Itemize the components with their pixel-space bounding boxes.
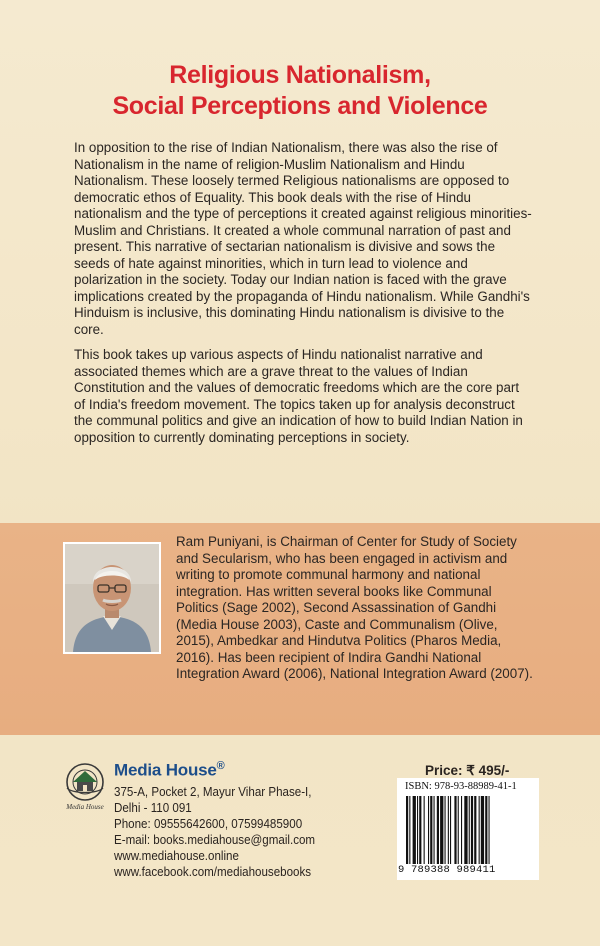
barcode-bar <box>440 796 443 864</box>
barcode-bar <box>458 796 459 864</box>
barcode-bar <box>428 796 429 864</box>
barcode-bar <box>437 796 439 864</box>
barcode-bar <box>434 796 435 864</box>
publisher-email: E-mail: books.mediahouse@gmail.com <box>114 833 316 847</box>
author-photo <box>63 542 161 654</box>
title-line-2: Social Perceptions and Violence <box>112 92 488 120</box>
barcode-bar <box>417 796 418 864</box>
barcode-bar <box>424 796 425 864</box>
isbn-number: ISBN: 978-93-88989-41-1 <box>405 781 517 792</box>
publisher-address-line-1: 375-A, Pocket 2, Mayur Vihar Phase-I, <box>114 785 312 799</box>
publisher-name <box>114 760 225 781</box>
barcode-bar <box>489 796 490 864</box>
barcode-bar <box>471 796 473 864</box>
publisher-details <box>114 784 315 880</box>
title-line-1: Religious Nationalism, <box>169 61 431 89</box>
book-title <box>0 60 600 122</box>
publisher-website: www.mediahouse.online <box>114 849 239 863</box>
publisher-facebook: www.facebook.com/mediahousebooks <box>114 865 312 879</box>
barcode-bar <box>445 796 446 864</box>
author-portrait-icon <box>65 544 159 652</box>
barcode-icon <box>405 796 531 864</box>
book-price: Price: ₹ 495/- <box>425 763 510 778</box>
publisher-name-text: Media House <box>114 760 217 780</box>
barcode-bar <box>450 796 451 864</box>
barcode-bar <box>448 796 449 864</box>
registered-mark: ® <box>216 760 225 772</box>
barcode-bar <box>481 796 484 864</box>
barcode-bar <box>413 796 416 864</box>
barcode-bar <box>419 796 421 864</box>
book-blurb <box>74 140 532 455</box>
barcode-bar <box>406 796 408 864</box>
barcode-bar <box>461 796 462 864</box>
barcode-bar <box>479 796 480 864</box>
barcode-digits: 9 789388 989411 <box>398 864 496 876</box>
publisher-logo <box>62 758 108 820</box>
barcode-bar <box>409 796 410 864</box>
publisher-phone: Phone: 09555642600, 07599485900 <box>114 817 303 831</box>
logo-caption: Media House <box>66 803 104 811</box>
barcode-bar <box>454 796 456 864</box>
barcode-bar <box>464 796 467 864</box>
blurb-paragraph-2: This book takes up various aspects of Hindu nationalist narrative and associated themes which are a grave threat to the values of Indian Constitution and the values of democratic freedoms which are the core part of India's freedom movement. The topics taken up for analysis deconstruct the communal politics and give an indication of how to build Indian Nation in opposition to currently dominating perceptions in society. <box>74 347 523 445</box>
blurb-paragraph-1: In opposition to the rise of Indian Nationalism, there was also the rise of Nationalism in the name of religion-Muslim Nationalism and Hindu Nationalism. These loosely termed Religious nationalisms are opposed to democratic ethos of Equality. This book deals with the rise of Hindu nationalism and the type of perceptions it created against religious minorities-Muslim and Christians. It created a whole communal narration of past and present. This narrative of sectarian nationalism is divisive and sows the seeds of hate against minorities, which in turn lead to violence and polarization in the society. Today our Indian nation is faced with the grave implications created by the propaganda of Hindu nationalism. While Gandhi's Hinduism is inclusive, this dominating Hindu nationalism is divisive to the core. <box>74 140 532 337</box>
barcode-bar <box>469 796 470 864</box>
barcode-bar <box>474 796 476 864</box>
barcode-bar <box>430 796 432 864</box>
barcode-bar <box>485 796 487 864</box>
publisher-address-line-2: Delhi - 110 091 <box>114 801 192 815</box>
author-bio: Ram Puniyani, is Chairman of Center for Study of Society and Secularism, who has been engaged in activism and writing to promote communal harmony and national integration. Has written several books like Communal Politics (Sage 2002), Second Assassination of Gandhi (Media House 2003), Caste and Communalism (Olive, 2015), Ambedkar and Hindutva Politics (Pharos Media, 2016). Has been recipient of Indira Gandhi National Integration Award (2006), National Integration Award (2007). <box>176 534 533 681</box>
